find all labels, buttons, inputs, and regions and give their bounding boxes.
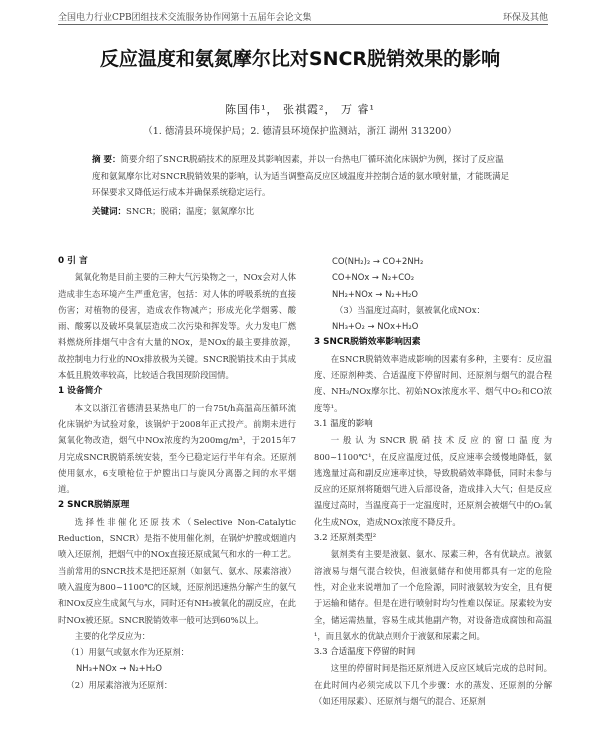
body-paragraph: 这里的停留时间是指还原剂进入反应区域后完成的总时间。在此时间内必须完成以下几个步骤：水的蒸发、还原剂的分解（如还用尿素）、还原剂与烟气的混合、还原剂 bbox=[314, 663, 552, 707]
left-column bbox=[58, 253, 296, 693]
authors: 陈国伟¹， 张祺霞²， 万 睿¹ bbox=[225, 103, 375, 116]
body-paragraph: 主要的化学反应为： bbox=[74, 630, 151, 641]
keywords-label: 关键词： bbox=[92, 206, 127, 217]
body-paragraph: 氨剂类有主要是液氨、氨水、尿素三种，各有优缺点。液氨溶液易与烟气混合较快，但液氨储存和使用都具有一定的危险性，对企业来说增加了一个危险源，同时液氨较为安全，且有便于运输和储存。但是在进行喷射时均匀性难以保证。尿素较为安全，储运需热量，容易生成其他副产物，对设备造成腐蚀和高温¹，而且氨水的优缺点则介于液氨和尿素之间。 bbox=[314, 549, 552, 641]
abstract-label: 摘 要： bbox=[92, 155, 121, 165]
subsection-heading: 3.1 温度的影响 bbox=[314, 418, 373, 429]
section-heading: 1 设备简介 bbox=[58, 386, 103, 397]
body-paragraph: 选择性非催化还原技术（Selective Non-Catalytic Reduction，SNCR）是指不使用催化剂，在锅炉炉膛或烟道内喷入还原剂，把烟气中的NOx直接还原成氮气和水的一种工艺。当前常用的SNCR技术是把还原剂（如氨气、氨水、尿素溶液）喷入温度为800~1100℃的区域，还原剂迅速热分解产生的氨气和NOx反应生成氮气与水，同时还有NH₃被氧化的副反应，在此时NOx被还原。SNCR脱销效率一般可达到60%以上。 bbox=[58, 516, 296, 625]
keywords-text: SNCR；脱硝；温度；氨氮摩尔比 bbox=[126, 206, 255, 217]
section-heading: 0 引 言 bbox=[58, 256, 88, 266]
section-heading: 3 SNCR脱销效率影响因素 bbox=[314, 337, 421, 348]
paper-title: 反应温度和氨氮摩尔比对SNCR脱销效果的影响 bbox=[99, 48, 501, 70]
body-paragraph: 一般认为SNCR脱硝技术反应的窗口温度为800~1100℃¹，在反应温度过低，反应速率会缓慢地降低，氨逃逸量过高和副反应速率过快，导致脱硝效率降低，同时未参与反应的还原剂将随烟气进入后部设备，造成排入大气；但是反应温度过高时，当温度高于一定温度时，还原剂会被烟气中的O₂氧化生成NOx，造成NOx浓度不降反升。 bbox=[314, 435, 552, 527]
body-paragraph: 在SNCR脱销效率造成影响的因素有多种，主要有：反应温度、还原剂种类、合适温度下停留时间、还原剂与烟气的混合程度、NH₃/NOx摩尔比、初始NOx浓度水平、烟气中O₂和CO浓度等¹。 bbox=[314, 353, 552, 413]
running-header bbox=[58, 8, 548, 25]
header-left: 全国电力行业CPB团组技术交流服务协作网第十五届年会论文集 bbox=[58, 12, 312, 23]
subsection-heading: 3.3 合适温度下停留的时间 bbox=[314, 647, 416, 658]
right-column bbox=[314, 253, 552, 709]
abstract-paragraph bbox=[92, 152, 512, 202]
subsection-heading: 3.2 还原剂类型² bbox=[314, 533, 377, 544]
section-heading: 2 SNCR脱销原理 bbox=[58, 500, 130, 511]
abstract-block bbox=[92, 152, 512, 220]
equation: NH₃+O₂ → NOx+H₂O bbox=[332, 321, 419, 332]
abstract-text: 简要介绍了SNCR脱硝技术的原理及其影响因素，并以一台热电厂循环流化床锅炉为例，探讨了反应温度和氨氮摩尔比对SNCR脱销效果的影响，认为适当调整高反应区域温度并控制合适的氨水喷射量，才能既满足环保要求又降低运行成本并确保系统稳定运行。 bbox=[92, 155, 510, 198]
body-paragraph: （1）用氨气或氨水作为还原剂： bbox=[66, 647, 189, 658]
equation: CO+NOx → N₂+CO₂ bbox=[332, 272, 415, 283]
affiliation: （1. 德清县环境保护局；2. 德清县环境保护监测站，浙江 湖州 313200） bbox=[143, 126, 457, 137]
keywords bbox=[92, 204, 512, 221]
body-paragraph: （3）当温度过高时，氨被氧化成NOx： bbox=[335, 304, 485, 315]
equation: CO(NH₂)₂ → CO+2NH₂ bbox=[332, 256, 424, 266]
body-paragraph: （2）用尿素溶液为还原剂： bbox=[66, 679, 173, 690]
body-paragraph: 氮氧化物是目前主要的三种大气污染物之一，NOx会对人体造成非生态环境产生严重危害，包括：对人体的呼吸系统的直接伤害；对植物的侵害，造成农作物减产；形成光化学烟雾、酸雨、酸雾以及破坏臭氧层造成二次污染和挥发等。火力发电厂燃料燃烧所排烟气中含有大量的NOx，是NOx的最主要排放源，故控制电力行业的NOx排放极为关键。SNCR脱销技术由于其成本低且脱效率较高，比较适合我国现阶段国情。 bbox=[58, 272, 296, 381]
equation: NH₃+NOx → N₂+H₂O bbox=[76, 663, 162, 674]
equation: NH₂+NOx → N₂+H₂O bbox=[332, 288, 418, 299]
body-paragraph: 本文以浙江省德清县某热电厂的一台75t/h高温高压循环流化床锅炉为试验对象，该锅炉于2008年正式投产。前期未进行氮氧化物改造，烟气中NOx浓度约为200mg/m³，于2015年7月完成SNCR脱销系统安装，至今已稳定运行半年有余。还原剂使用氨水，6支喷枪位于炉膛出口与旋风分离器之间的水平烟道。 bbox=[58, 402, 296, 495]
header-right: 环保及其他 bbox=[502, 12, 548, 23]
